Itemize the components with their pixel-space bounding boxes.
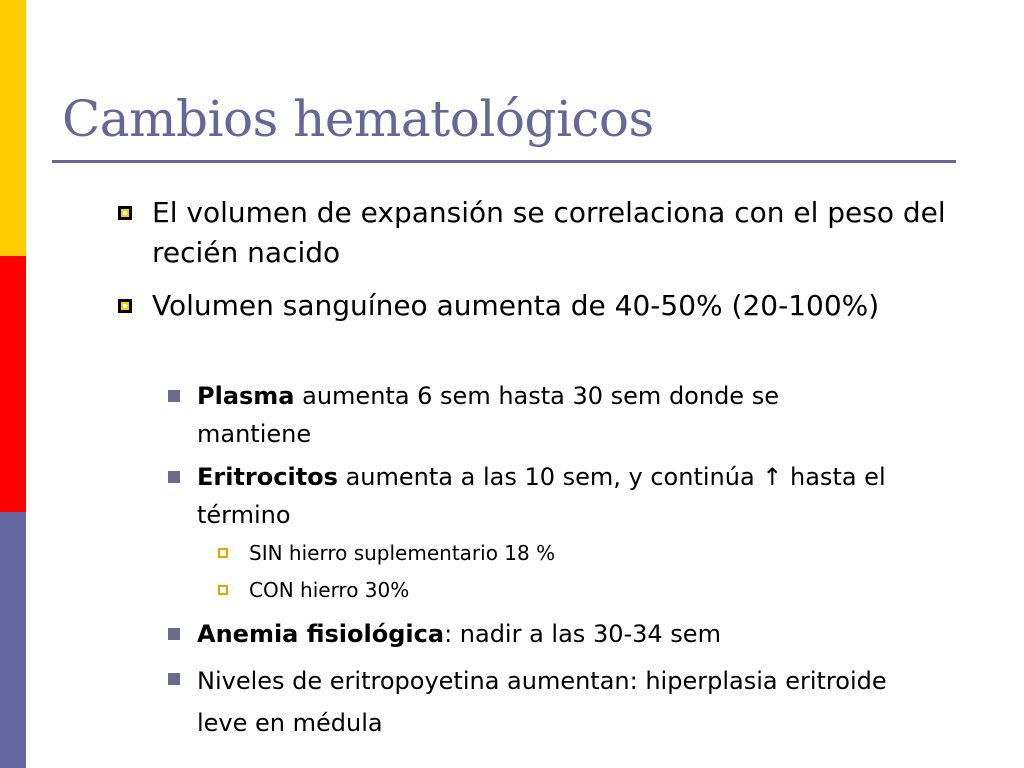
- bullet-text: Niveles de eritropoyetina aumentan: hiperplasia eritroide leve en médula: [197, 667, 887, 737]
- bullet-item: [168, 377, 928, 453]
- bullet-item: [118, 286, 908, 366]
- small-hollow-square-bullet-icon: [218, 548, 228, 558]
- bullet-item: [168, 458, 928, 534]
- bullet-text: El volumen de expansión se correlaciona con el peso del recién nacido: [152, 196, 946, 269]
- hollow-square-bullet-icon: [118, 206, 132, 220]
- bullet-item: [168, 660, 928, 744]
- hollow-square-bullet-icon: [118, 299, 132, 313]
- solid-square-bullet-icon: [168, 471, 180, 483]
- solid-square-bullet-icon: [168, 390, 180, 402]
- bullet-text: Eritrocitos aumenta a las 10 sem, y continúa ↑ hasta el término: [197, 463, 886, 529]
- bullet-text: Volumen sanguíneo aumenta de 40-50% (20-100%): [152, 289, 880, 322]
- solid-square-bullet-icon: [168, 628, 180, 640]
- bullet-text: SIN hierro suplementario 18 %: [249, 541, 556, 565]
- bullet-text: Plasma aumenta 6 sem hasta 30 sem donde se mantiene: [197, 382, 779, 448]
- bullet-item: [168, 615, 928, 653]
- bullet-item: [218, 573, 818, 607]
- bullet-item: [218, 536, 818, 570]
- bullet-item: [118, 193, 958, 273]
- small-hollow-square-bullet-icon: [218, 585, 228, 595]
- bullet-text: Anemia fisiológica: nadir a las 30-34 sem: [197, 620, 721, 648]
- slide-title: Cambios hematológicos: [62, 90, 654, 148]
- bullet-text: CON hierro 30%: [249, 578, 410, 602]
- solid-square-bullet-icon: [168, 673, 180, 685]
